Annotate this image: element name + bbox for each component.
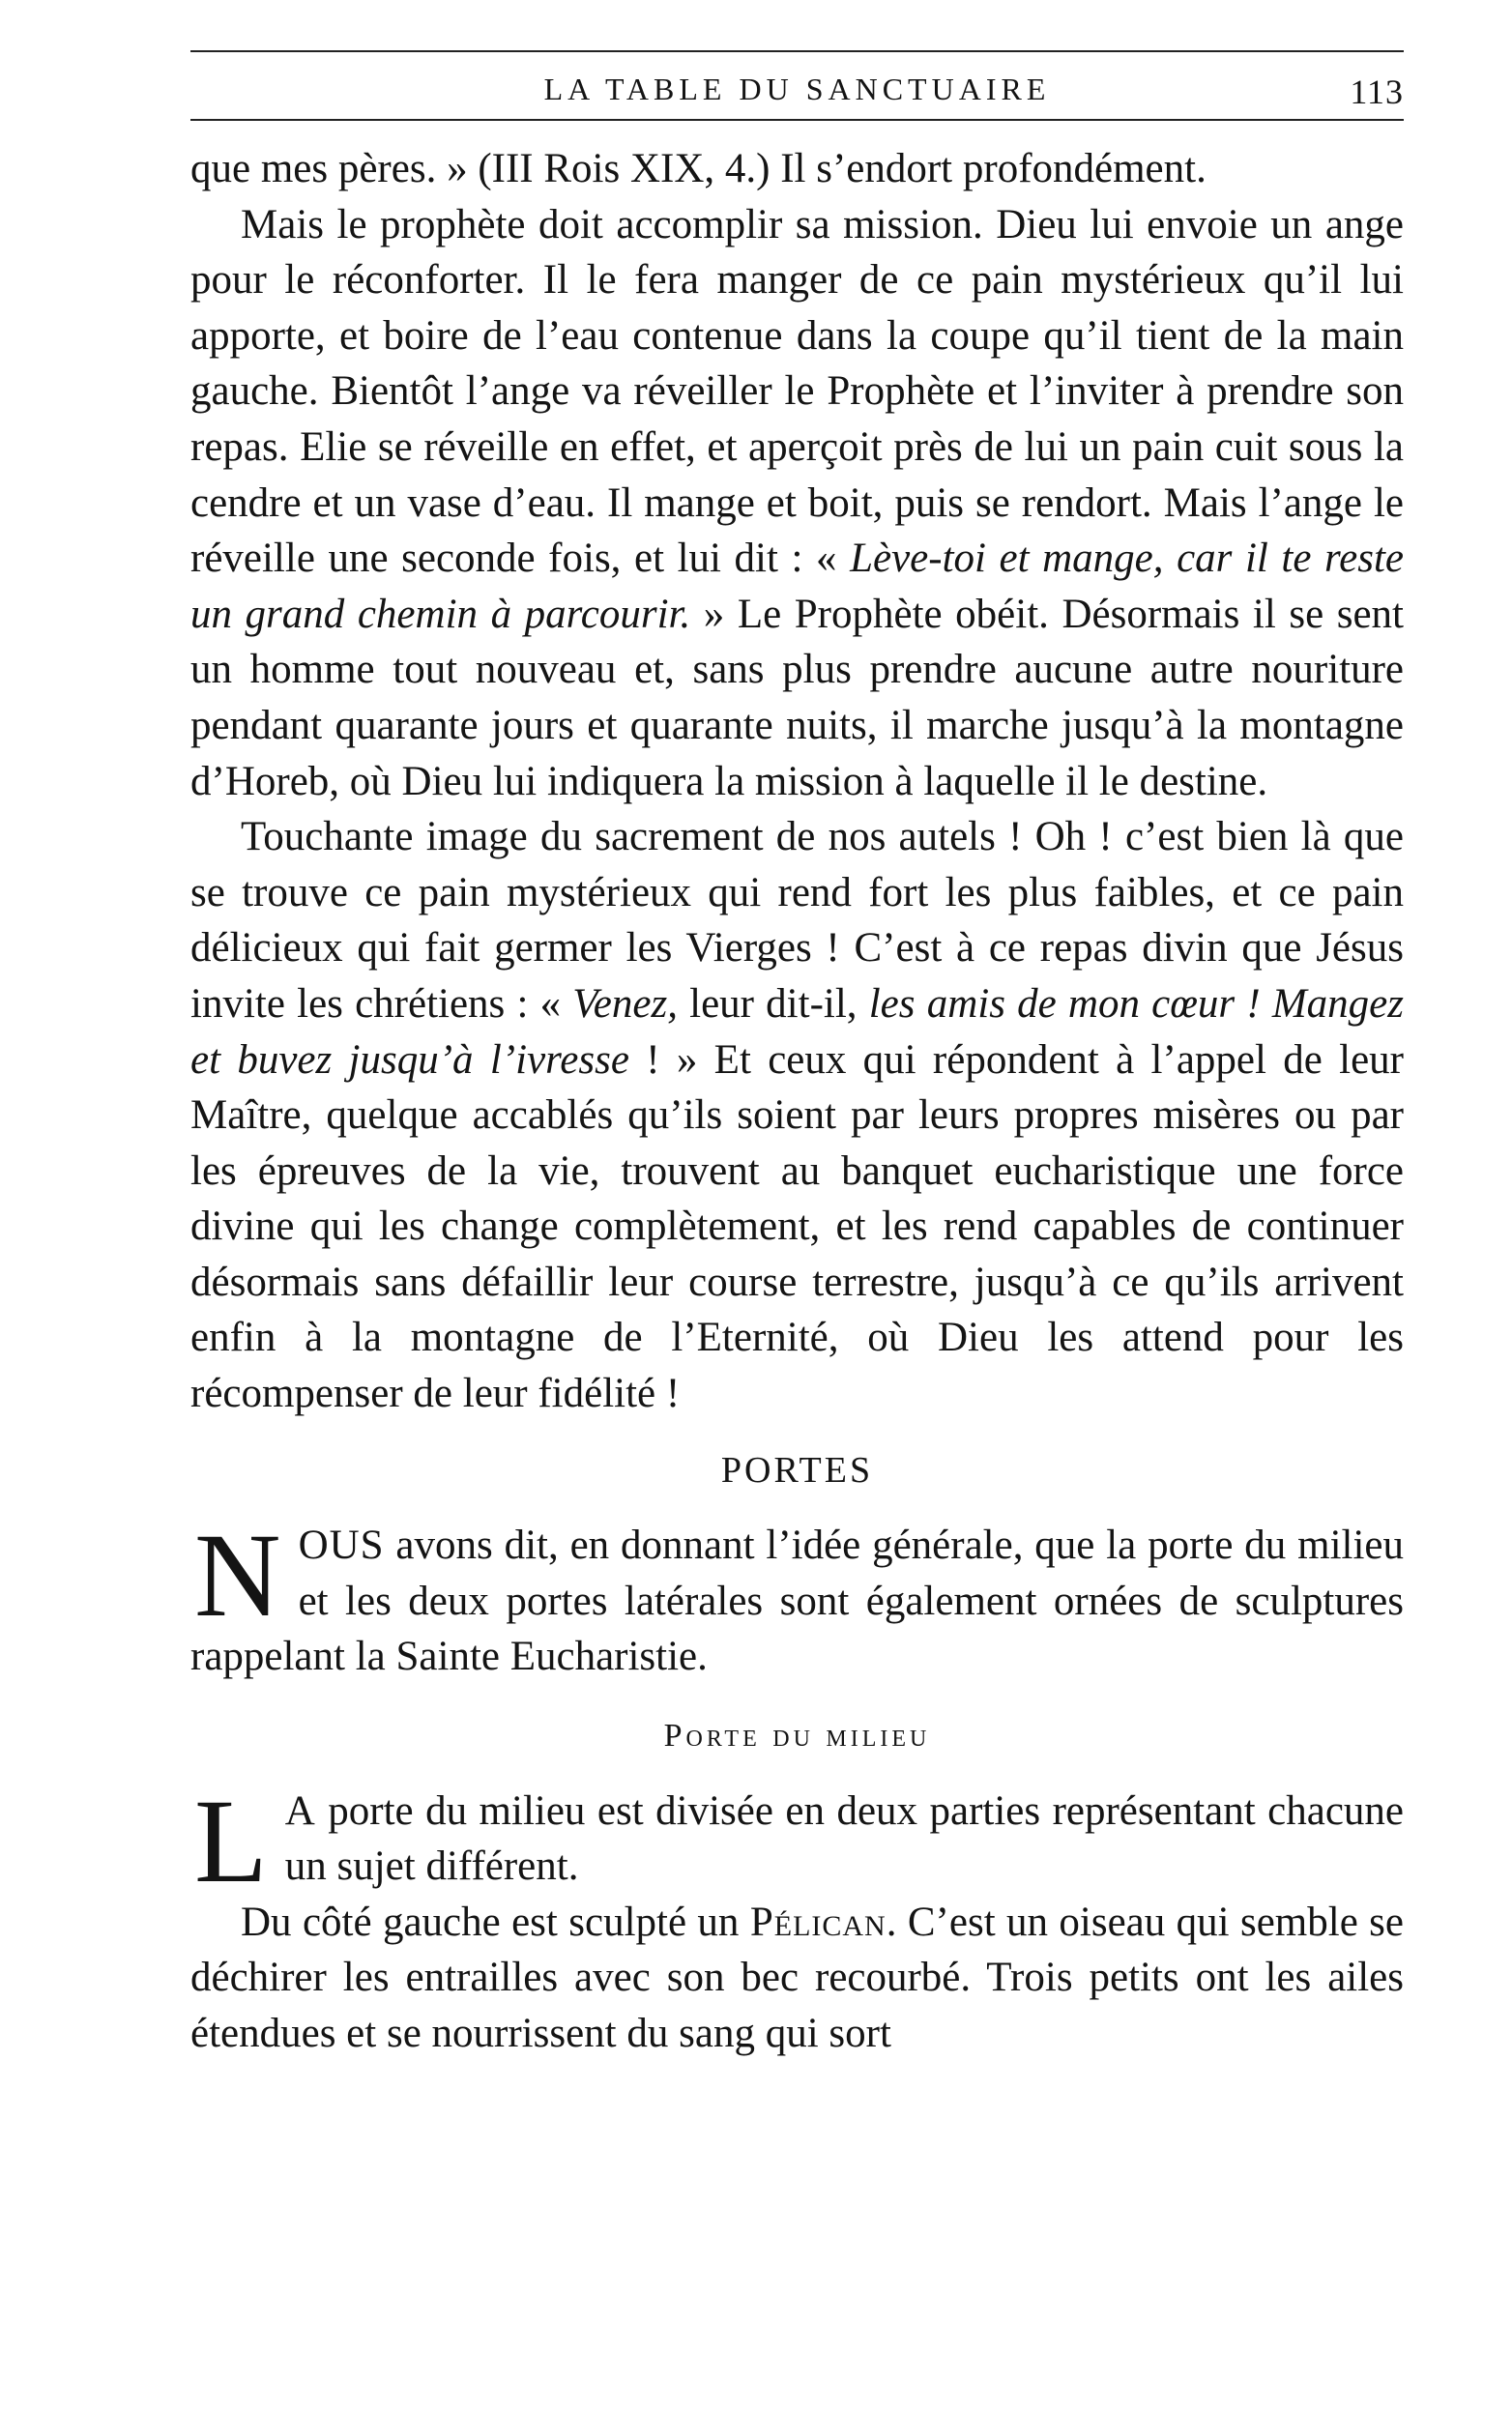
paragraph-portes <box>190 1509 1404 1685</box>
paragraph-text: Du côté gauche est sculpté un <box>241 1899 750 1945</box>
first-word: A <box>284 1787 316 1834</box>
drop-cap: L <box>194 1774 268 1907</box>
italic-quote: Venez, <box>572 980 678 1027</box>
paragraph-text: porte du milieu est divisée en deux parties représentant chacune un sujet différent. <box>284 1787 1404 1890</box>
top-rule <box>190 50 1404 52</box>
paragraph-continuation <box>190 141 1404 197</box>
italic-quote: Lève-toi et mange, car il te reste un grand chemin à parcourir. <box>190 536 1404 637</box>
running-title: LA TABLE DU SANCTUAIRE <box>543 72 1051 106</box>
paragraph-text: . C’est un oiseau qui semble se déchirer les entrailles avec son bec recourbé. Trois petits ont les ailes étendues et se nourrissent du sang qui sort <box>190 1899 1404 2056</box>
paragraph-sacrament <box>190 809 1404 1422</box>
paragraph-pelican <box>190 1895 1404 2062</box>
header-rule <box>190 119 1404 121</box>
paragraph-text: avons dit, en donnant l’idée générale, que la porte du milieu et les deux portes latérales sont également ornées de sculptures rappelant la Sainte Eucharistie. <box>190 1523 1404 1680</box>
paragraph-text: » Le Prophète obéit. Désormais il se sent un homme tout nouveau et, sans plus prendre aucune autre nouriture pendant quarante jours et quarante nuits, il marche jusqu’à la montagne d’Horeb, où Dieu lui indiquera la mission à laquelle il le destine. <box>190 591 1404 804</box>
section-heading: PORTES <box>720 1449 874 1491</box>
page-number: 113 <box>1350 73 1404 111</box>
running-header <box>190 66 1404 116</box>
sub-heading: Porte du milieu <box>663 1718 931 1755</box>
first-word: OUS <box>298 1523 385 1569</box>
paragraph-text: Mais le prophète doit accomplir sa mission. Dieu lui envoie un ange pour le réconforter. Il le fera manger de ce pain mystérieux qu’il lui apporte, et boire de l’eau contenue dans la coupe qu’il tient de la main gauche. Bientôt l’ange va réveiller le Prophète et l’inviter à prendre son repas. Elie se réveille en effet, et aperçoit près de lui un pain cuit sous la cendre et un vase d’eau. Il mange et boit, puis se rendort. Mais l’ange le réveille une seconde fois, et lui dit : « <box>190 201 1404 582</box>
paragraph-text: que mes pères. » (III Rois XIX, 4.) Il s’endort profondément. <box>190 146 1207 191</box>
page-body <box>190 141 1404 2062</box>
drop-cap: N <box>194 1509 281 1642</box>
paragraph-porte-milieu <box>190 1774 1404 1907</box>
paragraph-text: Touchante image du sacrement de nos autels ! Oh ! c’est bien là que se trouve ce pain mystérieux qui rend fort les plus faibles, et ce pain délicieux qui fait germer les Vierges ! C’est à ce repas divin que Jésus invite les chrétiens : « <box>190 814 1404 1027</box>
italic-quote: les amis de mon cœur ! Mangez et buvez jusqu’à l’ivresse <box>190 980 1404 1083</box>
small-caps-term: Pélican <box>749 1899 887 1945</box>
paragraph-elijah <box>190 197 1404 810</box>
paragraph-text: leur dit-il, <box>677 980 869 1027</box>
paragraph-text: ! » Et ceux qui répondent à l’appel de leur Maître, quelque accablés qu’ils soient par leurs propres misères ou par les épreuves de la vie, trouvent au banquet eucharistique une force divine qui les change complètement, et les rend capables de continuer désormais sans défaillir leur course terrestre, jusqu’à ce qu’ils arrivent enfin à la montagne de l’Eternité, où Dieu les attend pour les récompenser de leur fidélité ! <box>190 1036 1404 1417</box>
